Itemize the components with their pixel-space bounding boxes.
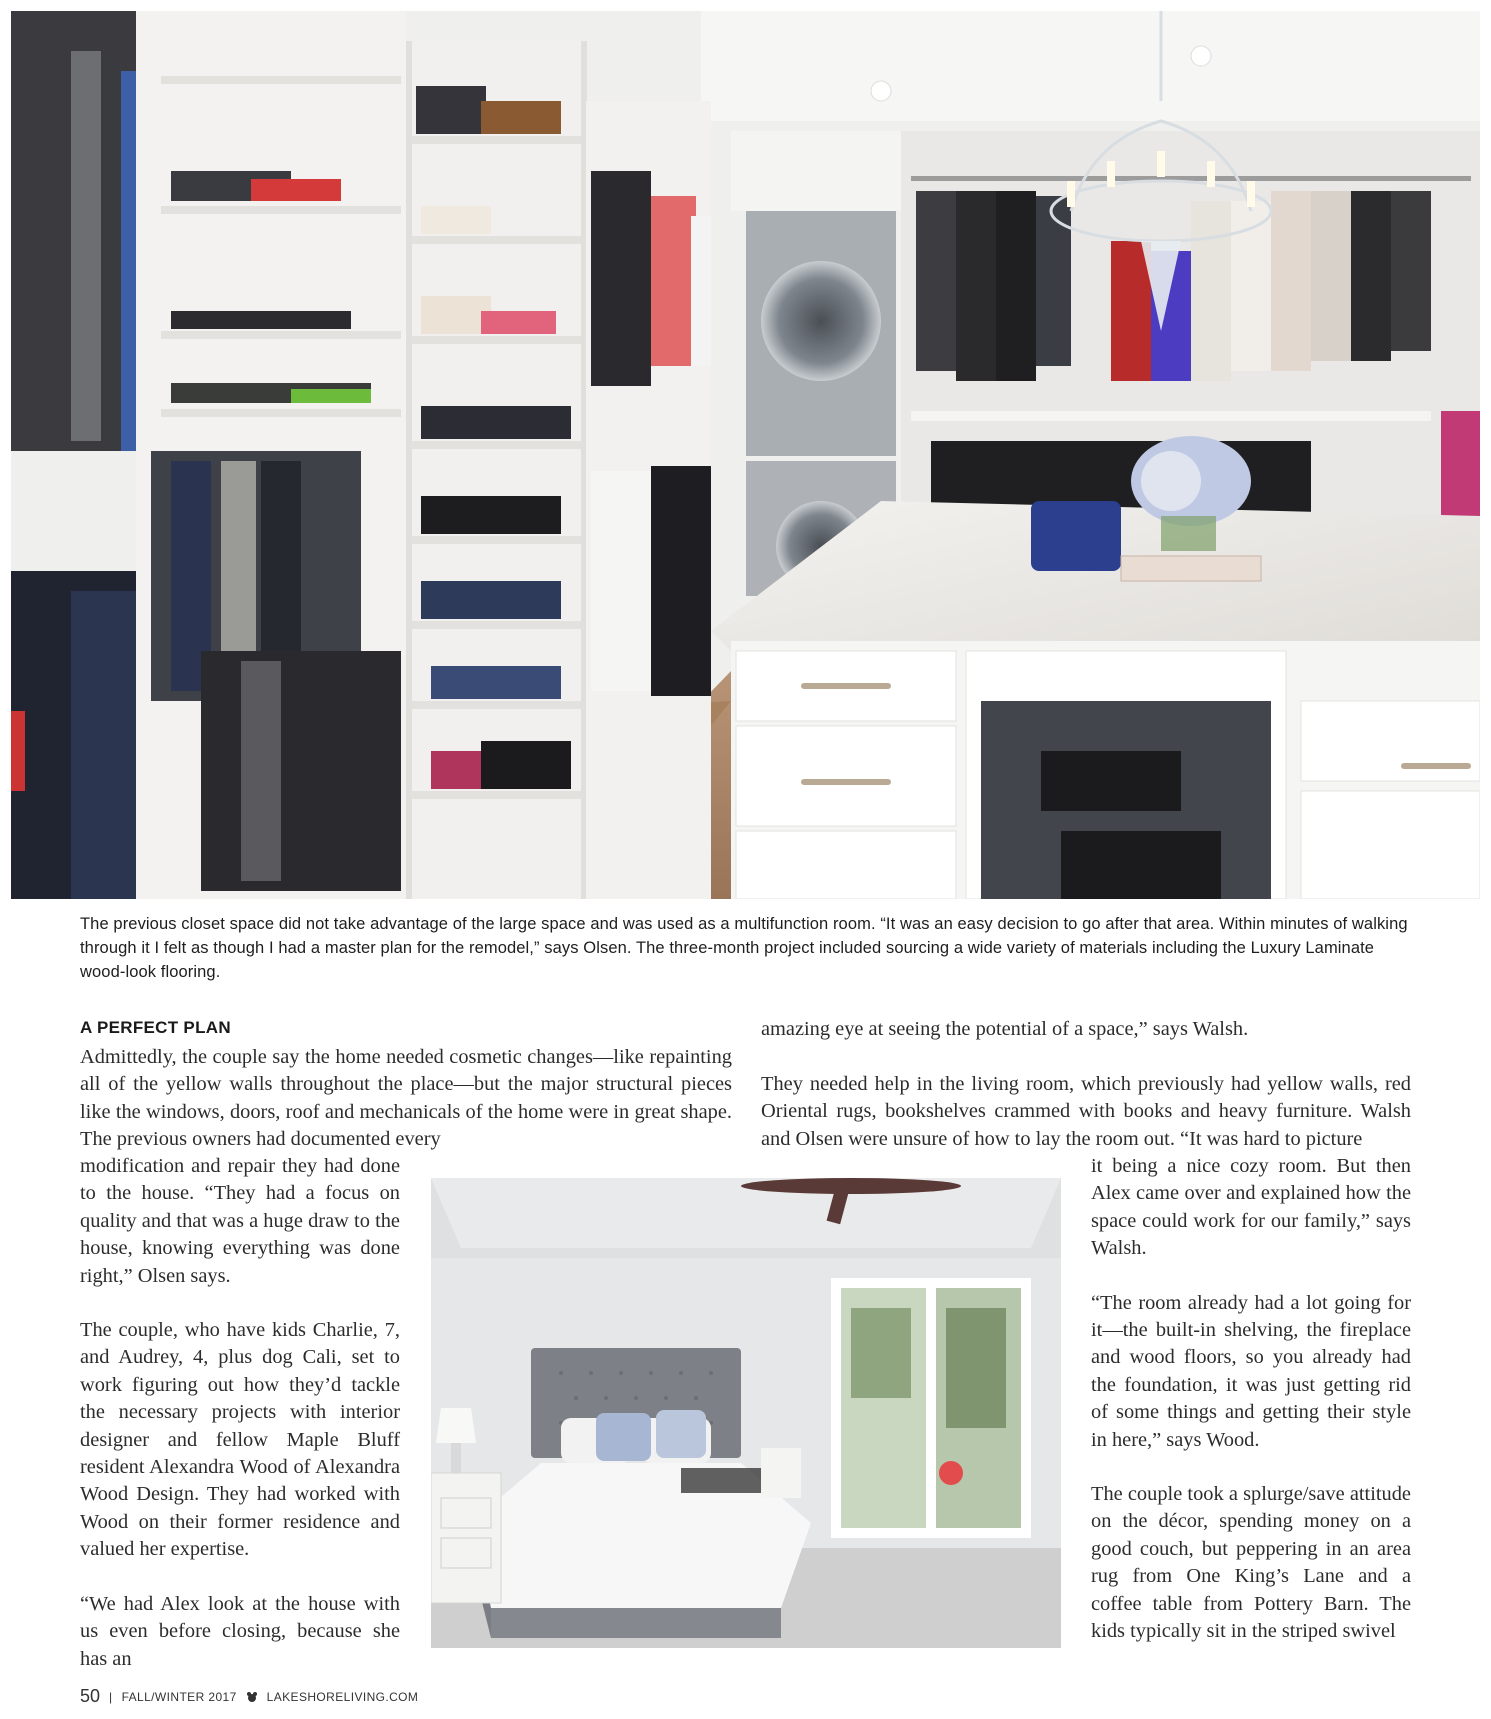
article-paragraph-4-wide: They needed help in the living room, which previously had yellow walls, red Oriental rugs, bookshelves crammed with books and heavy furniture. Walsh and Olsen were unsure of how to lay the room out. “It was hard to picture xyxy=(761,1073,1411,1150)
article-paragraph-1-narrow: modification and repair they had done to the house. “They had a focus on quality and that was a huge draw to the house, knowing everything was done right,” Olsen says. xyxy=(80,1155,400,1287)
article-paragraph-5: “The room already had a lot going for it—the built-in shelving, the fireplace and wood floors, so you already had the foundation, it was just getting rid of some things and getting their style in here,” says Wood. xyxy=(1091,1291,1411,1451)
page-folio xyxy=(80,1686,418,1707)
closet-photo xyxy=(11,11,1480,899)
page-number: 50 xyxy=(80,1686,101,1706)
photo-caption: The previous closet space did not take advantage of the large space and was used as a multifunction room. “It was an easy decision to go after that area. Within minutes of walking through it I felt as though I had a master plan for the remodel,” says Olsen. The three-month project included sourcing a wide variety of materials including the Luxury Laminate wood-look flooring. xyxy=(80,915,1408,981)
article-paragraph-2: The couple, who have kids Charlie, 7, and Audrey, 4, plus dog Cali, set to work figuring out how they’d tackle the necessary projects with interior designer and fellow Maple Bluff resident Alexandra Wood of Alexandra Wood Design. They had worked with Wood on their former residence and valued her expertise. xyxy=(80,1319,400,1561)
website-label: LAKESHORELIVING.COM xyxy=(266,1689,419,1704)
article-paragraph-4-narrow: it being a nice cozy room. But then Alex came over and explained how the space could work for our family,” says Walsh. xyxy=(1091,1155,1411,1260)
logo-icon xyxy=(246,1691,258,1703)
folio-separator: | xyxy=(109,1689,113,1704)
issue-label: FALL/WINTER 2017 xyxy=(121,1689,237,1704)
article-paragraph-6: The couple took a splurge/save attitude on the décor, spending money on a good couch, but peppering in an area rug from One King’s Lane and a coffee table from Pottery Barn. The kids typically sit in the striped swivel xyxy=(1091,1483,1411,1643)
article-paragraph-3-continued: amazing eye at seeing the potential of a space,” says Walsh. xyxy=(761,1018,1249,1040)
article-paragraph-1-wide: Admittedly, the couple say the home needed cosmetic changes—like repainting all of the yellow walls throughout the place—but the major structural pieces like the windows, doors, roof and mechanicals of the home were in great shape. The previous owners had documented every xyxy=(80,1046,732,1151)
article-column-right xyxy=(1091,1153,1411,1673)
bedroom-photo xyxy=(431,1178,1061,1648)
article-paragraph-3: “We had Alex look at the house with us even before closing, because she has an xyxy=(80,1592,400,1670)
article-column-left xyxy=(80,1153,400,1700)
section-heading: A PERFECT PLAN xyxy=(80,1018,231,1037)
